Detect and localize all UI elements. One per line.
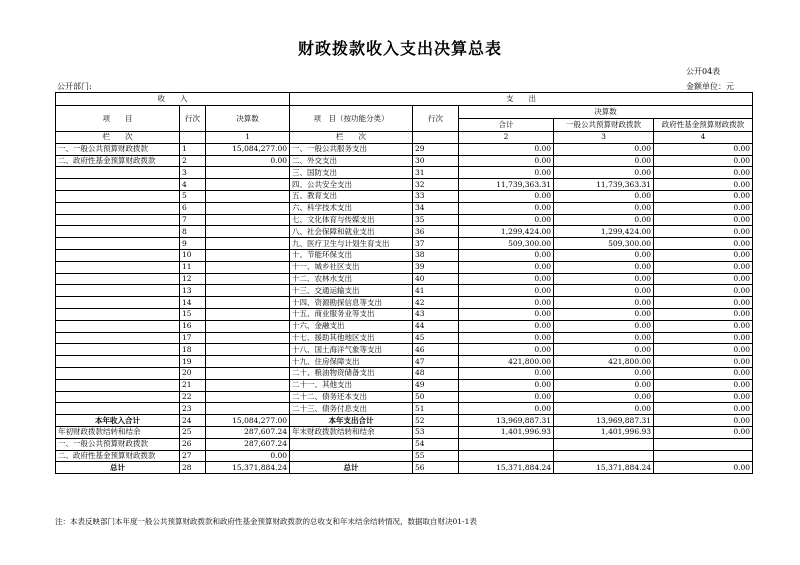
income-amount (206, 226, 290, 238)
expense-total: 0.00 (459, 344, 554, 356)
expense-general-budget: 0.00 (554, 249, 654, 261)
income-amount (206, 285, 290, 297)
expense-row-no: 56 (413, 462, 459, 474)
expense-row-no: 53 (413, 426, 459, 438)
table-row (56, 426, 753, 438)
expense-row-no: 46 (413, 344, 459, 356)
column-3: 3 (554, 132, 654, 144)
income-amount (206, 297, 290, 309)
income-row-no: 1 (180, 143, 206, 155)
final-accounts-table (55, 92, 753, 474)
expense-row-no: 29 (413, 143, 459, 155)
expense-general-budget: 0.00 (554, 202, 654, 214)
table-row (56, 391, 753, 403)
column-blank (413, 132, 459, 144)
expense-row-no: 36 (413, 226, 459, 238)
table-row (56, 438, 753, 450)
expense-general-budget: 0.00 (554, 143, 654, 155)
table-row (56, 379, 753, 391)
income-row-no: 4 (180, 179, 206, 191)
table-row (56, 450, 753, 462)
expense-total: 0.00 (459, 167, 554, 179)
expense-total: 15,371,884.24 (459, 462, 554, 474)
expense-total (459, 438, 554, 450)
footnote: 注：本表反映部门本年度一般公共预算财政拨款和政府性基金预算财政拨款的总收支和年末结余结转情况，数据取自财决01-1表 (55, 517, 477, 526)
expense-row-no: 31 (413, 167, 459, 179)
expense-fund-budget: 0.00 (654, 167, 753, 179)
expense-row-no: 49 (413, 379, 459, 391)
income-item (56, 179, 180, 191)
income-row-no: 10 (180, 249, 206, 261)
expense-total: 0.00 (459, 391, 554, 403)
income-amount (206, 202, 290, 214)
expense-fund-budget: 0.00 (654, 190, 753, 202)
expense-total: 0.00 (459, 308, 554, 320)
expense-item: 六、科学技术支出 (290, 202, 413, 214)
column-1: 1 (206, 132, 290, 144)
income-amount: 0.00 (206, 450, 290, 462)
expense-general-budget (554, 450, 654, 462)
expense-fund-budget: 0.00 (654, 356, 753, 368)
expense-total: 0.00 (459, 285, 554, 297)
income-amount (206, 391, 290, 403)
table-row (56, 332, 753, 344)
income-row-no: 15 (180, 308, 206, 320)
expense-item: 四、公共安全支出 (290, 179, 413, 191)
expense-row-no: 50 (413, 391, 459, 403)
column-2: 2 (459, 132, 554, 144)
income-row-no: 3 (180, 167, 206, 179)
expense-general-budget: 0.00 (554, 320, 654, 332)
expense-general-budget: 15,371,884.24 (554, 462, 654, 474)
income-amount (206, 249, 290, 261)
expense-item: 十八、国土海洋气象等支出 (290, 344, 413, 356)
expense-row-no: 43 (413, 308, 459, 320)
income-item (56, 367, 180, 379)
income-row-no: 8 (180, 226, 206, 238)
expense-fund-budget: 0.00 (654, 320, 753, 332)
expense-general-budget: 0.00 (554, 332, 654, 344)
expense-item: 十九、住房保障支出 (290, 356, 413, 368)
income-item: 二、政府性基金预算财政拨款 (56, 450, 180, 462)
expense-item: 十三、交通运输支出 (290, 285, 413, 297)
table-row (56, 320, 753, 332)
expense-row-no: 44 (413, 320, 459, 332)
income-amount-header: 决算数 (206, 106, 290, 132)
income-item (56, 249, 180, 261)
expense-general-budget: 0.00 (554, 367, 654, 379)
expense-item: 本年支出合计 (290, 415, 413, 427)
expense-row-no: 37 (413, 238, 459, 250)
expense-item: 八、社会保障和就业支出 (290, 226, 413, 238)
expense-item: 二十一、其他支出 (290, 379, 413, 391)
expense-item: 九、医疗卫生与计划生育支出 (290, 238, 413, 250)
income-item (56, 202, 180, 214)
income-row-no: 23 (180, 403, 206, 415)
income-item (56, 214, 180, 226)
expense-general-budget: 0.00 (554, 297, 654, 309)
expense-item: 二十三、债务付息支出 (290, 403, 413, 415)
expense-general-budget: 0.00 (554, 273, 654, 285)
expense-general-budget: 0.00 (554, 155, 654, 167)
income-row-no: 26 (180, 438, 206, 450)
income-amount: 15,371,884.24 (206, 462, 290, 474)
income-item: 一、一般公共预算财政拨款 (56, 438, 180, 450)
expense-row-no: 34 (413, 202, 459, 214)
expense-general-budget: 0.00 (554, 167, 654, 179)
expense-general-budget: 0.00 (554, 391, 654, 403)
expense-total: 0.00 (459, 403, 554, 415)
income-amount (206, 167, 290, 179)
income-item (56, 285, 180, 297)
expense-fund-budget: 0.00 (654, 344, 753, 356)
total-header: 合计 (459, 119, 554, 132)
expense-fund-budget: 0.00 (654, 202, 753, 214)
table-row (56, 179, 753, 191)
expense-general-budget: 0.00 (554, 214, 654, 226)
expense-total: 1,401,996.93 (459, 426, 554, 438)
expense-row-no: 42 (413, 297, 459, 309)
expense-total: 0.00 (459, 214, 554, 226)
income-amount (206, 214, 290, 226)
expense-amount-header: 决算数 (459, 106, 753, 119)
page-title: 财政拨款收入支出决算总表 (297, 39, 502, 58)
income-row-no: 2 (180, 155, 206, 167)
expense-general-budget: 0.00 (554, 379, 654, 391)
form-code: 公开04表 (686, 67, 721, 76)
income-item-header: 项 目 (56, 106, 180, 132)
expense-fund-budget: 0.00 (654, 238, 753, 250)
income-item (56, 403, 180, 415)
income-item (56, 238, 180, 250)
expense-row-no: 30 (413, 155, 459, 167)
expense-fund-budget: 0.00 (654, 179, 753, 191)
table-row (56, 190, 753, 202)
income-row-no: 5 (180, 190, 206, 202)
expense-total: 0.00 (459, 143, 554, 155)
expense-fund-budget: 0.00 (654, 297, 753, 309)
expense-total: 13,969,887.31 (459, 415, 554, 427)
table-row (56, 238, 753, 250)
income-item (56, 226, 180, 238)
expense-general-budget: 1,299,424.00 (554, 226, 654, 238)
expense-fund-budget: 0.00 (654, 379, 753, 391)
expense-item: 十二、农林水支出 (290, 273, 413, 285)
expense-general-budget: 509,300.00 (554, 238, 654, 250)
general-budget-header: 一般公共预算财政拨款 (554, 119, 654, 132)
expense-general-budget: 0.00 (554, 403, 654, 415)
expense-fund-budget: 0.00 (654, 261, 753, 273)
expense-total: 1,299,424.00 (459, 226, 554, 238)
expense-item: 十四、资源勘探信息等支出 (290, 297, 413, 309)
income-row-no: 25 (180, 426, 206, 438)
table-row (56, 273, 753, 285)
income-amount (206, 273, 290, 285)
income-item (56, 320, 180, 332)
expense-item: 十、节能环保支出 (290, 249, 413, 261)
expense-item: 二十、粮油物资储备支出 (290, 367, 413, 379)
income-item (56, 332, 180, 344)
income-row-no: 20 (180, 367, 206, 379)
expense-item (290, 450, 413, 462)
income-item: 总计 (56, 462, 180, 474)
income-item (56, 356, 180, 368)
income-amount: 287,607.24 (206, 426, 290, 438)
income-row-no-header: 行次 (180, 106, 206, 132)
income-amount (206, 238, 290, 250)
table-row (56, 202, 753, 214)
income-row-no: 28 (180, 462, 206, 474)
income-amount (206, 344, 290, 356)
expense-total: 0.00 (459, 261, 554, 273)
expense-fund-budget: 0.00 (654, 273, 753, 285)
expense-row-no: 32 (413, 179, 459, 191)
income-amount (206, 308, 290, 320)
income-row-no: 22 (180, 391, 206, 403)
expense-fund-budget: 0.00 (654, 403, 753, 415)
expense-total: 0.00 (459, 379, 554, 391)
income-item (56, 261, 180, 273)
income-amount (206, 179, 290, 191)
income-amount (206, 403, 290, 415)
expense-item: 十七、援助其他地区支出 (290, 332, 413, 344)
income-item: 年初财政拨款结转和结余 (56, 426, 180, 438)
income-item (56, 297, 180, 309)
income-amount (206, 356, 290, 368)
expense-item: 七、文化体育与传媒支出 (290, 214, 413, 226)
expense-row-no: 35 (413, 214, 459, 226)
income-item (56, 190, 180, 202)
income-row-no: 18 (180, 344, 206, 356)
unit-label: 金额单位：元 (686, 82, 734, 91)
table-row (56, 297, 753, 309)
income-header: 收 入 (56, 93, 290, 106)
income-row-no: 17 (180, 332, 206, 344)
expense-total: 509,300.00 (459, 238, 554, 250)
expense-row-no: 40 (413, 273, 459, 285)
income-amount (206, 261, 290, 273)
income-amount: 287,607.24 (206, 438, 290, 450)
expense-fund-budget: 0.00 (654, 308, 753, 320)
income-row-no: 27 (180, 450, 206, 462)
expense-fund-budget: 0.00 (654, 285, 753, 297)
expense-general-budget: 0.00 (554, 308, 654, 320)
income-item (56, 167, 180, 179)
income-amount (206, 320, 290, 332)
table-row (56, 403, 753, 415)
income-amount: 0.00 (206, 155, 290, 167)
expense-total: 0.00 (459, 155, 554, 167)
expense-general-budget: 0.00 (554, 285, 654, 297)
table-row (56, 167, 753, 179)
expense-item: 二、外交支出 (290, 155, 413, 167)
income-amount (206, 332, 290, 344)
expense-row-no-header: 行次 (413, 106, 459, 132)
income-item: 二、政府性基金预算财政拨款 (56, 155, 180, 167)
expense-row-no: 41 (413, 285, 459, 297)
income-amount (206, 379, 290, 391)
income-item (56, 273, 180, 285)
income-row-no: 24 (180, 415, 206, 427)
table-row (56, 285, 753, 297)
expense-item (290, 438, 413, 450)
dept-label: 公开部门: (57, 82, 92, 91)
income-row-no: 7 (180, 214, 206, 226)
income-row-no: 9 (180, 238, 206, 250)
expense-row-no: 47 (413, 356, 459, 368)
expense-general-budget: 421,800.00 (554, 356, 654, 368)
income-row-no: 14 (180, 297, 206, 309)
expense-general-budget: 0.00 (554, 344, 654, 356)
income-row-no: 21 (180, 379, 206, 391)
expense-fund-budget: 0.00 (654, 155, 753, 167)
income-item (56, 391, 180, 403)
expense-row-no: 38 (413, 249, 459, 261)
income-row-no: 12 (180, 273, 206, 285)
expense-general-budget: 13,969,887.31 (554, 415, 654, 427)
expense-total: 11,739,363.31 (459, 179, 554, 191)
income-item (56, 308, 180, 320)
table-row (56, 226, 753, 238)
expense-item-header: 项 目（按功能分类） (290, 106, 413, 132)
expense-general-budget: 1,401,996.93 (554, 426, 654, 438)
expense-total: 0.00 (459, 367, 554, 379)
expense-item: 五、教育支出 (290, 190, 413, 202)
income-row-no: 11 (180, 261, 206, 273)
income-row-no: 19 (180, 356, 206, 368)
expense-general-budget (554, 438, 654, 450)
expense-row-no: 39 (413, 261, 459, 273)
expense-row-no: 51 (413, 403, 459, 415)
expense-fund-budget (654, 438, 753, 450)
column-4: 4 (654, 132, 753, 144)
expense-general-budget: 0.00 (554, 190, 654, 202)
expense-fund-budget (654, 450, 753, 462)
table-row (56, 462, 753, 474)
table-row (56, 415, 753, 427)
expense-row-no: 33 (413, 190, 459, 202)
table-row (56, 261, 753, 273)
table-row (56, 344, 753, 356)
expense-fund-budget: 0.00 (654, 391, 753, 403)
table-row (56, 308, 753, 320)
table-row (56, 249, 753, 261)
expense-general-budget: 0.00 (554, 261, 654, 273)
table-row (56, 143, 753, 155)
income-amount: 15,084,277.00 (206, 143, 290, 155)
income-item: 一、一般公共预算财政拨款 (56, 143, 180, 155)
expense-row-no: 54 (413, 438, 459, 450)
income-item (56, 344, 180, 356)
expense-item: 总计 (290, 462, 413, 474)
expense-total: 0.00 (459, 297, 554, 309)
expense-item: 年末财政拨款结转和结余 (290, 426, 413, 438)
income-row-no: 6 (180, 202, 206, 214)
expense-item: 十六、金融支出 (290, 320, 413, 332)
expense-row-no: 52 (413, 415, 459, 427)
expense-item: 一、一般公共服务支出 (290, 143, 413, 155)
expense-fund-budget: 0.00 (654, 332, 753, 344)
expense-total: 0.00 (459, 249, 554, 261)
expense-header: 支 出 (290, 93, 753, 106)
income-amount (206, 367, 290, 379)
expense-total: 0.00 (459, 332, 554, 344)
expense-item: 十一、城乡社区支出 (290, 261, 413, 273)
expense-fund-budget: 0.00 (654, 415, 753, 427)
expense-total: 0.00 (459, 202, 554, 214)
expense-fund-budget: 0.00 (654, 462, 753, 474)
income-item: 本年收入合计 (56, 415, 180, 427)
expense-general-budget: 11,739,363.31 (554, 179, 654, 191)
expense-row-no: 45 (413, 332, 459, 344)
expense-row-no: 55 (413, 450, 459, 462)
expense-total (459, 450, 554, 462)
expense-fund-budget: 0.00 (654, 143, 753, 155)
table-row (56, 214, 753, 226)
expense-fund-budget: 0.00 (654, 226, 753, 238)
expense-fund-budget: 0.00 (654, 367, 753, 379)
column-label: 栏 次 (290, 132, 413, 144)
table-row (56, 356, 753, 368)
expense-total: 0.00 (459, 320, 554, 332)
column-blank (180, 132, 206, 144)
income-row-no: 13 (180, 285, 206, 297)
table-row (56, 155, 753, 167)
income-amount (206, 190, 290, 202)
expense-fund-budget: 0.00 (654, 214, 753, 226)
expense-row-no: 48 (413, 367, 459, 379)
table-row (56, 367, 753, 379)
expense-fund-budget: 0.00 (654, 426, 753, 438)
expense-total: 421,800.00 (459, 356, 554, 368)
income-item (56, 379, 180, 391)
income-row-no: 16 (180, 320, 206, 332)
expense-item: 三、国防支出 (290, 167, 413, 179)
expense-total: 0.00 (459, 273, 554, 285)
expense-fund-budget: 0.00 (654, 249, 753, 261)
expense-total: 0.00 (459, 190, 554, 202)
expense-item: 十五、商业服务业等支出 (290, 308, 413, 320)
column-label: 栏 次 (56, 132, 180, 144)
expense-item: 二十二、债务还本支出 (290, 391, 413, 403)
income-amount: 15,084,277.00 (206, 415, 290, 427)
fund-budget-header: 政府性基金预算财政拨款 (654, 119, 753, 132)
